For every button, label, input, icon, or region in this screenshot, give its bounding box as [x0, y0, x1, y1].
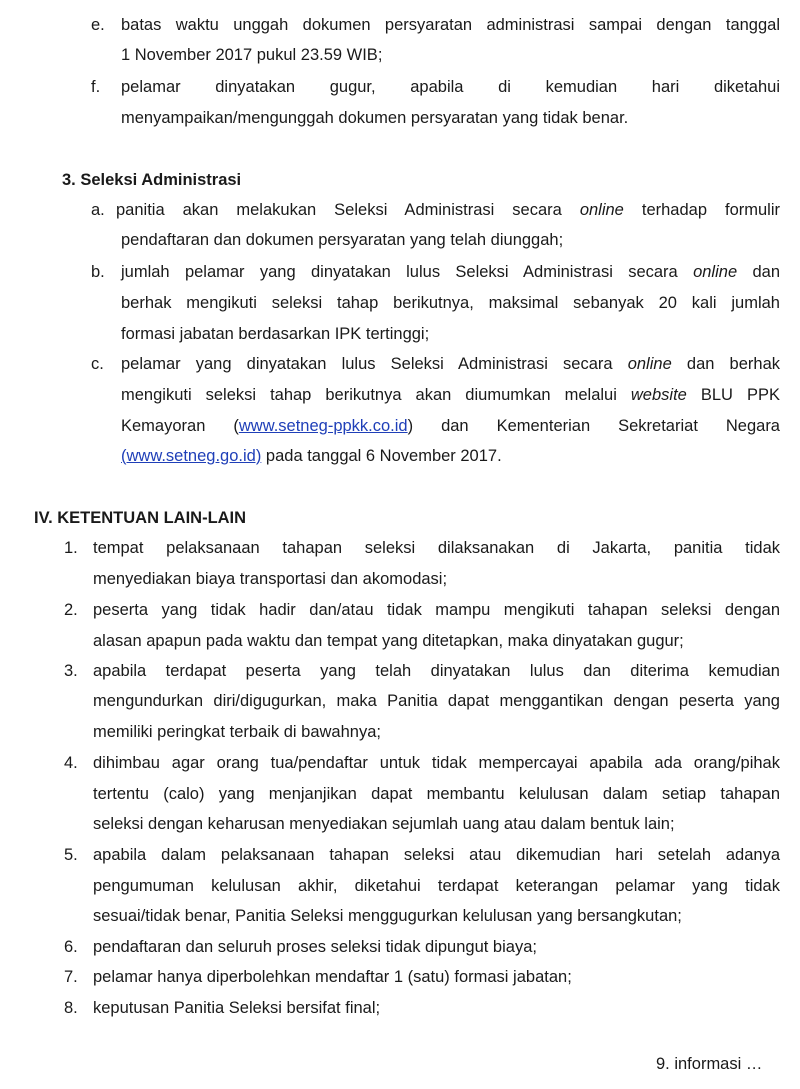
list-item-line: pendaftaran dan dokumen persyaratan yang telah diunggah;: [121, 231, 564, 249]
list-item-line: 1 November 2017 pukul 23.59 WIB;: [121, 46, 383, 64]
list-item-line: apabila terdapat peserta yang telah dinyatakan lulus dan diterima kemudian: [93, 662, 780, 680]
list-item-line: mengikuti seleksi tahap berikutnya akan diumumkan melalui website BLU PPK: [121, 386, 780, 404]
list-marker: f.: [91, 78, 101, 96]
list-item-line: mengundurkan diri/digugurkan, maka Panitia dapat menggantikan dengan peserta yang: [93, 692, 780, 710]
list-item-line: alasan apapun pada waktu dan tempat yang ditetapkan, maka dinyatakan gugur;: [93, 632, 684, 650]
list-marker: 8.: [64, 999, 78, 1017]
list-item-line: Kemayoran (www.setneg-ppkk.co.id) dan Kementerian Sekretariat Negara: [121, 417, 780, 435]
setneg-ppkk-link[interactable]: www.setneg-ppkk.co.id: [238, 417, 408, 435]
list-item-line: pelamar dinyatakan gugur, apabila di kemudian hari diketahui: [121, 78, 780, 96]
section-heading: 3. Seleksi Administrasi: [62, 171, 242, 189]
list-item-line: memiliki peringkat terbaik di bawahnya;: [93, 723, 381, 741]
list-item-line: menyampaikan/mengunggah dokumen persyaratan yang tidak benar.: [121, 109, 629, 127]
list-marker: 3.: [64, 662, 78, 680]
list-item-line: apabila dalam pelaksanaan tahapan seleksi atau dikemudian hari setelah adanya: [93, 846, 780, 864]
list-marker: a.: [91, 201, 105, 219]
list-item-line: pendaftaran dan seluruh proses seleksi tidak dipungut biaya;: [93, 938, 537, 956]
list-marker: e.: [91, 16, 105, 34]
list-item-line: berhak mengikuti seleksi tahap berikutnya, maksimal sebanyak 20 kali jumlah: [121, 294, 780, 312]
list-item-line: panitia akan melakukan Seleksi Administrasi secara online terhadap formulir: [116, 201, 780, 219]
list-item-line: pelamar yang dinyatakan lulus Seleksi Administrasi secara online dan berhak: [121, 355, 780, 373]
list-marker: 4.: [64, 754, 78, 772]
list-item-line: tempat pelaksanaan tahapan seleksi dilaksanakan di Jakarta, panitia tidak: [93, 539, 780, 557]
list-item-line: formasi jabatan berdasarkan IPK tertinggi;: [121, 325, 430, 343]
list-marker: b.: [91, 263, 105, 281]
list-item-line: dihimbau agar orang tua/pendaftar untuk tidak mempercayai apabila ada orang/pihak: [93, 754, 780, 772]
list-marker: 6.: [64, 938, 78, 956]
list-marker: c.: [91, 355, 104, 373]
list-marker: 2.: [64, 601, 78, 619]
list-item-line: pelamar hanya diperbolehkan mendaftar 1 (satu) formasi jabatan;: [93, 968, 572, 986]
list-item-line: jumlah pelamar yang dinyatakan lulus Seleksi Administrasi secara online dan: [121, 263, 780, 281]
list-item-line: seleksi dengan keharusan menyediakan sejumlah uang atau dalam bentuk lain;: [93, 815, 675, 833]
list-item-line: sesuai/tidak benar, Panitia Seleksi menggugurkan kelulusan yang bersangkutan;: [93, 907, 682, 925]
page-continuation: 9. informasi …: [656, 1055, 763, 1073]
list-item-line: tertentu (calo) yang menjanjikan dapat membantu kelulusan dalam setiap tahapan: [93, 785, 780, 803]
list-item-line: (www.setneg.go.id) pada tanggal 6 November 2017.: [121, 447, 502, 465]
list-marker: 1.: [64, 539, 78, 557]
list-item-line: menyediakan biaya transportasi dan akomodasi;: [93, 570, 448, 588]
section-heading: IV. KETENTUAN LAIN-LAIN: [34, 509, 247, 527]
list-item-line: keputusan Panitia Seleksi bersifat final;: [93, 999, 381, 1017]
list-item-line: pengumuman kelulusan akhir, diketahui terdapat keterangan pelamar yang tidak: [93, 877, 780, 895]
list-marker: 5.: [64, 846, 78, 864]
setneg-link[interactable]: (www.setneg.go.id): [121, 447, 262, 465]
list-marker: 7.: [64, 968, 78, 986]
list-item-line: batas waktu unggah dokumen persyaratan administrasi sampai dengan tanggal: [121, 16, 780, 34]
list-item-line: peserta yang tidak hadir dan/atau tidak mampu mengikuti tahapan seleksi dengan: [93, 601, 780, 619]
